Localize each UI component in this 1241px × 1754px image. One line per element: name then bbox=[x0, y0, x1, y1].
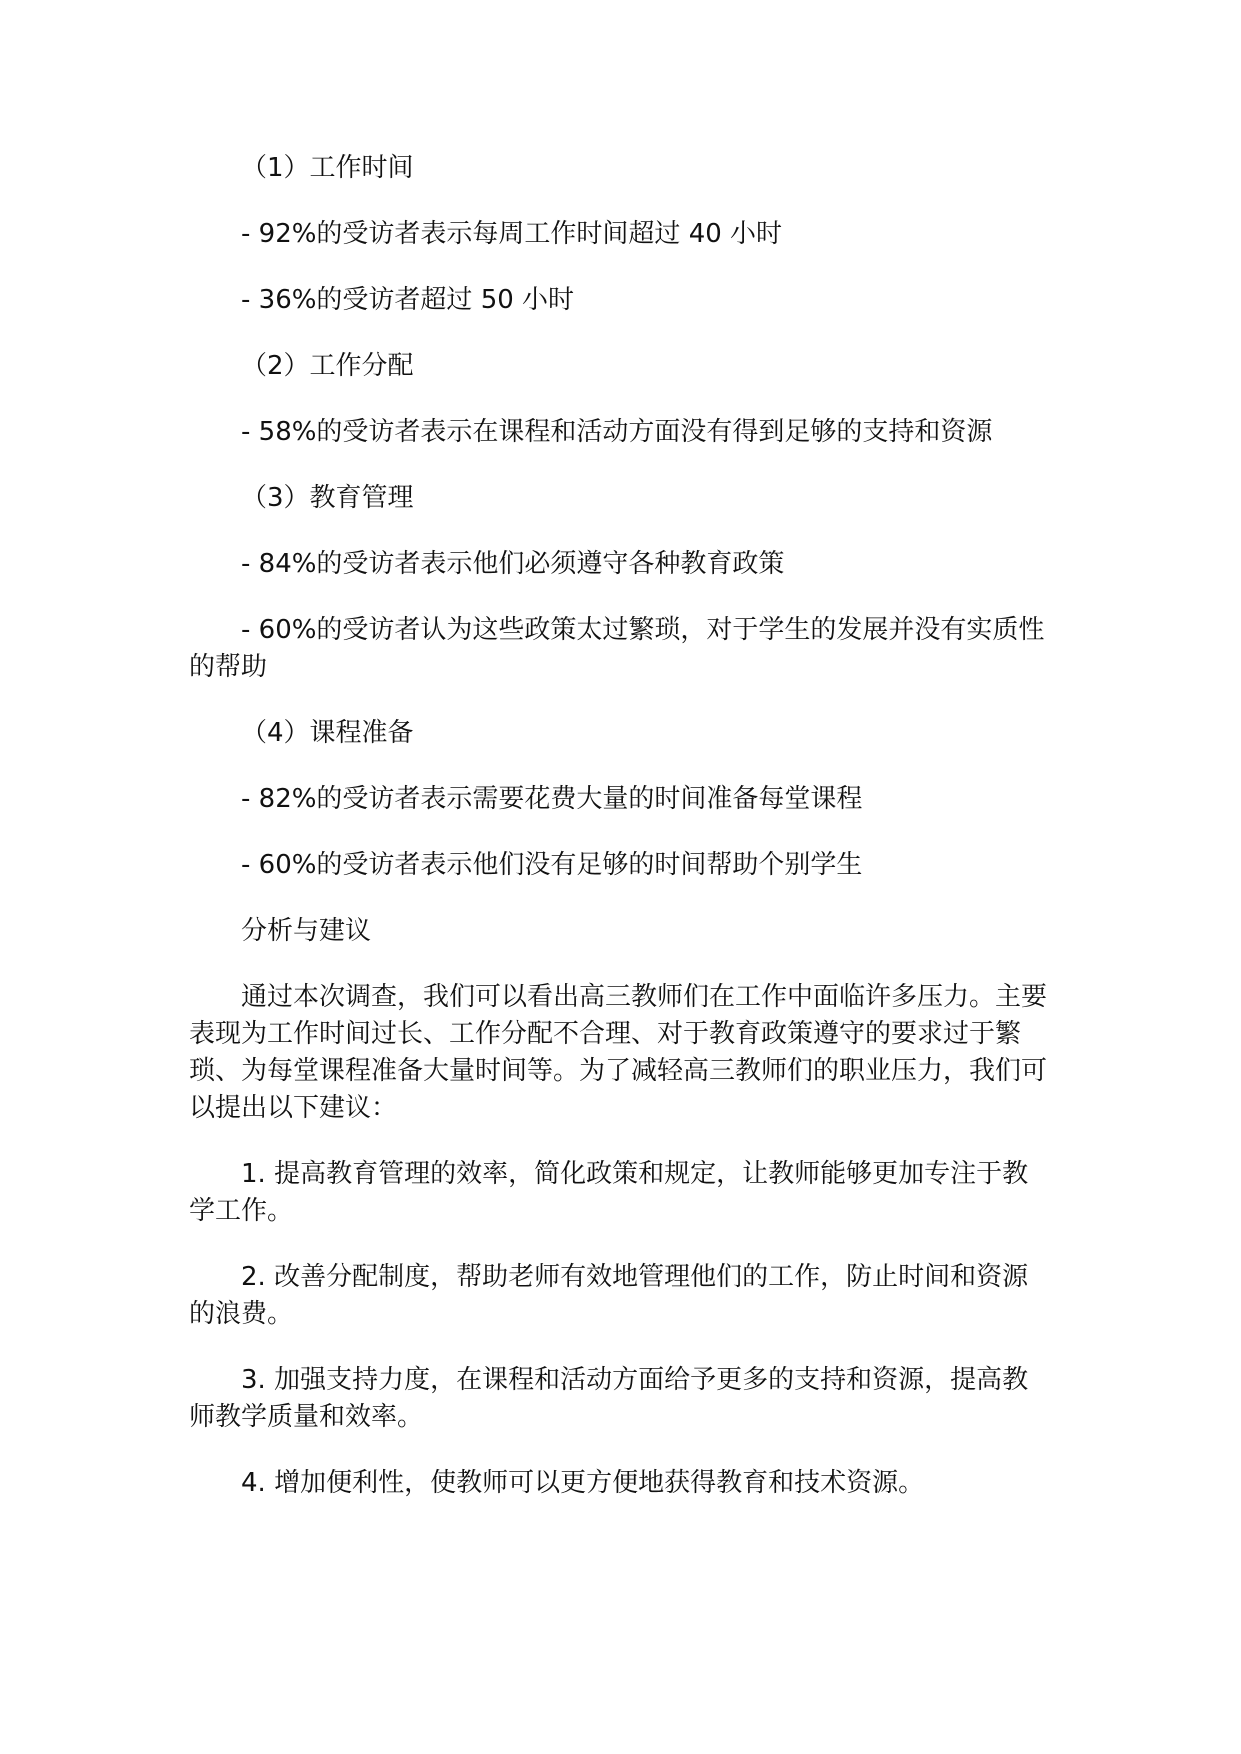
bullet-84-percent: - 84%的受访者表示他们必须遵守各种教育政策 bbox=[241, 549, 785, 579]
bullet-58-percent: - 58%的受访者表示在课程和活动方面没有得到足够的支持和资源 bbox=[241, 417, 993, 447]
suggestion-1: 1. 提高教育管理的效率，简化政策和规定，让教师能够更加专注于教学工作。 bbox=[189, 1159, 1029, 1226]
suggestion-3: 3. 加强支持力度，在课程和活动方面给予更多的支持和资源，提高教师教学质量和效率。 bbox=[189, 1365, 1029, 1432]
document-body bbox=[189, 150, 1049, 1502]
section-heading-analysis: 分析与建议 bbox=[241, 916, 372, 946]
suggestion-4: 4. 增加便利性，使教师可以更方便地获得教育和技术资源。 bbox=[241, 1468, 925, 1498]
bullet-82-percent: - 82%的受访者表示需要花费大量的时间准备每堂课程 bbox=[241, 784, 863, 814]
analysis-paragraph: 通过本次调查，我们可以看出高三教师们在工作中面临许多压力。主要表现为工作时间过长、工作分配不合理、对于教育政策遵守的要求过于繁琐、为每堂课程准备大量时间等。为了减轻高三教师们的职业压力，我们可以提出以下建议： bbox=[189, 982, 1048, 1123]
bullet-92-percent: - 92%的受访者表示每周工作时间超过 40 小时 bbox=[241, 219, 783, 249]
suggestion-2: 2. 改善分配制度，帮助老师有效地管理他们的工作，防止时间和资源的浪费。 bbox=[189, 1262, 1029, 1329]
section-heading-work-hours: （1）工作时间 bbox=[241, 153, 414, 183]
section-heading-work-allocation: （2）工作分配 bbox=[241, 351, 414, 381]
bullet-60-percent-policies: - 60%的受访者认为这些政策太过繁琐，对于学生的发展并没有实质性的帮助 bbox=[189, 615, 1045, 682]
bullet-60-percent-students: - 60%的受访者表示他们没有足够的时间帮助个别学生 bbox=[241, 850, 863, 880]
section-heading-course-preparation: （4）课程准备 bbox=[241, 718, 414, 748]
section-heading-education-management: （3）教育管理 bbox=[241, 483, 414, 513]
bullet-36-percent: - 36%的受访者超过 50 小时 bbox=[241, 285, 575, 315]
